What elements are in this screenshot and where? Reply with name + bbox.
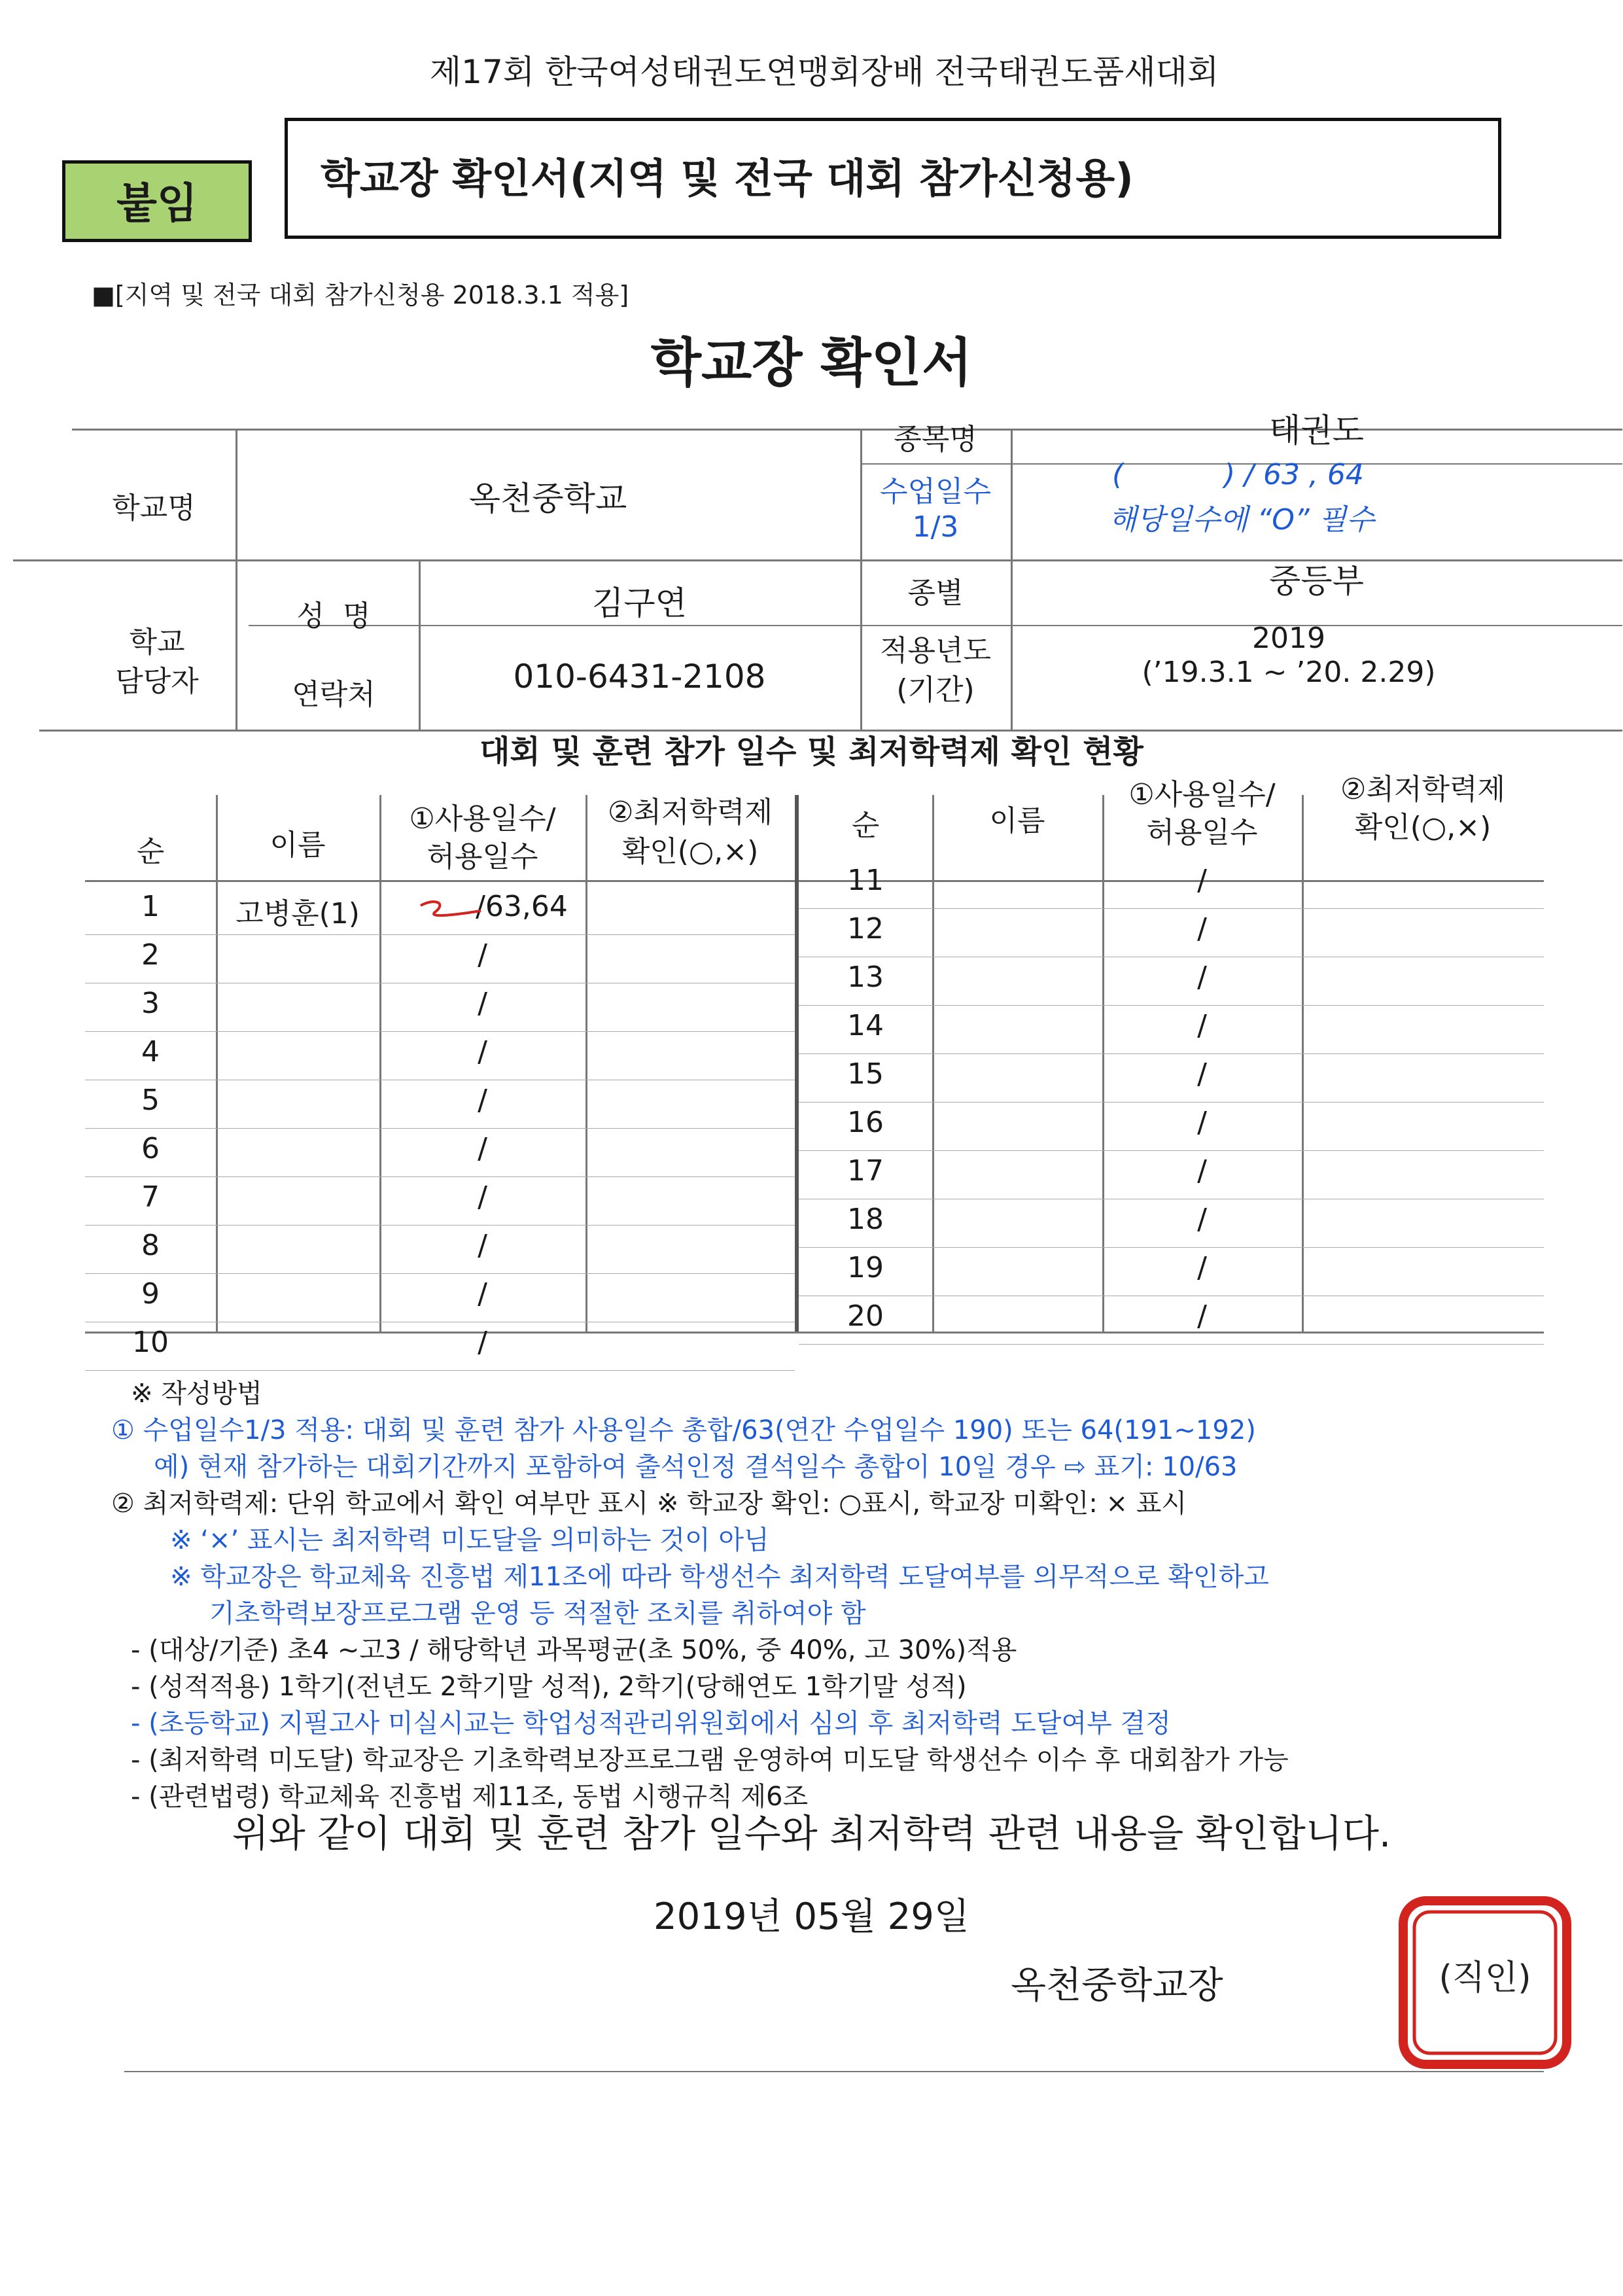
row-number: 11 [847,864,884,897]
row-separator [85,1031,795,1032]
instructions-heading: ※ 작성방법 [131,1379,262,1409]
row-separator [799,1102,1544,1103]
event-value: 태권도 [1269,412,1364,450]
row-days: / [1197,961,1207,994]
table-title: 대회 및 훈련 참가 일수 및 최저학력제 확인 현황 [480,733,1143,770]
header-no-left: 순 [136,835,165,868]
division-value: 중등부 [1269,562,1364,600]
row-number: 6 [141,1132,160,1165]
row-separator [799,908,1544,909]
row-separator [85,1370,795,1371]
row-separator [799,1150,1544,1151]
instruction-line: - (성적적용) 1학기(전년도 2학기말 성적), 2학기(당해연도 1학기말 성적) [131,1672,967,1702]
row-number: 10 [132,1326,169,1359]
row-days: / [478,1132,487,1165]
instruction-line: 기초학력보장프로그램 운영 등 적절한 조치를 취하여야 함 [209,1598,866,1629]
instruction-line: ※ 학교장은 학교체육 진흥법 제11조에 따라 학생선수 최저학력 도달여부를 의무적으로 확인하고 [170,1562,1269,1592]
event-subtitle: 제17회 한국여성태권도연맹회장배 전국태권도품새대회 [429,53,1219,91]
signature-date: 2019년 05월 29일 [654,1896,969,1938]
row-days: / [1197,912,1207,945]
table-col-d [932,795,934,1332]
row-number: 13 [847,961,884,994]
principal-title: 옥천중학교장 [1011,1964,1223,2007]
header-check-left-2: 확인(○,×) [621,835,759,868]
row-days: / [1197,1106,1207,1139]
seal-label: (직인) [1439,1958,1531,1998]
row-separator [799,1344,1544,1345]
header-days-left-2: 허용일수 [427,840,538,874]
row-days: / [478,1180,487,1214]
table-col-a [216,795,218,1332]
row-separator [85,1176,795,1177]
instruction-line: - (최저학력 미도달) 학교장은 기초학력보장프로그램 운영하여 미도달 학생선수 이수 후 대회참가 가능 [131,1745,1289,1775]
header-check-right-2: 확인(○,×) [1354,811,1492,844]
row-number: 2 [141,938,160,972]
row-days: / [478,1277,487,1311]
row-number: 14 [847,1009,884,1042]
row-days: / [1197,1299,1207,1333]
table-col-c [585,795,587,1332]
row-separator [85,1128,795,1129]
row-number: 4 [141,1035,160,1069]
name-label: 성 명 [296,599,371,633]
row-number: 5 [141,1084,160,1117]
header-check-right-1: ②최저학력제 [1340,773,1505,806]
instruction-line: ② 최저학력제: 단위 학교에서 확인 여부만 표시 ※ 학교장 확인: ○표시, 학교장 미확인: × 표시 [111,1489,1187,1519]
row-days: / [1197,1154,1207,1188]
row-separator [85,1225,795,1226]
row-name: 고병훈(1) [236,897,360,930]
row-days: / [478,1035,487,1069]
row-number: 20 [847,1299,884,1333]
instruction-line: - (관련법령) 학교체육 진흥법 제11조, 동법 시행규칙 제6조 [131,1782,809,1812]
row-number: 19 [847,1251,884,1284]
row-number: 18 [847,1203,884,1236]
instruction-line: - (초등학교) 지필고사 미실시교는 학업성적관리위원회에서 심의 후 최저학력 도달여부 결정 [131,1708,1171,1739]
header-name-left: 이름 [270,828,326,862]
footer-line [124,2071,1544,2072]
header-no-right: 순 [851,809,880,842]
table-col-f [1302,795,1304,1332]
row-days: /63,64 [476,890,568,923]
row-number: 17 [847,1154,884,1188]
staff-label-1: 학교 [129,626,185,659]
document-title: 학교장 확인서 [650,332,973,393]
row-days: / [1197,1203,1207,1236]
row-number: 15 [847,1057,884,1091]
attachment-badge: 붙임 [62,160,252,242]
class-days-fraction: 1/3 [912,510,959,544]
year-range: (’19.3.1 ~ ’20. 2.29) [1142,656,1436,689]
year-period: (기간) [896,673,975,707]
row-number: 9 [141,1277,160,1311]
row-number: 1 [141,890,160,923]
instruction-line: ① 수업일수1/3 적용: 대회 및 훈련 참가 사용일수 총합/63(연간 수업일수 190) 또는 64(191~192) [111,1415,1256,1445]
official-seal [1387,1884,1583,2081]
row-number: 7 [141,1180,160,1214]
header-days-right-1: ①사용일수/ [1128,778,1276,811]
row-days: / [478,1084,487,1117]
division-label: 종별 [907,576,964,610]
instruction-line: ※ ‘×’ 표시는 최저학력 미도달을 의미하는 것이 아님 [170,1525,769,1555]
row-separator [85,1273,795,1274]
school-label: 학교명 [112,491,196,525]
applicability-note: ■[지역 및 전국 대회 참가신청용 2018.3.1 적용] [92,281,629,309]
header-days-right-2: 허용일수 [1146,816,1258,849]
row-days: / [1197,864,1207,897]
name-value: 김구연 [592,584,687,622]
instruction-line: - (대상/기준) 초4 ~고3 / 해당학년 과목평균(초 50%, 중 40%, 고 30%)적용 [131,1635,1017,1665]
row-days: / [1197,1057,1207,1091]
row-number: 8 [141,1229,160,1262]
row-separator [799,1053,1544,1054]
year-value: 2019 [1252,622,1325,655]
staff-label-2: 담당자 [115,665,199,698]
row-separator [85,934,795,935]
class-days-note: 해당일수에 “O” 필수 [1109,503,1374,537]
row-days: / [478,1229,487,1262]
row-days: / [478,938,487,972]
confirmation-statement: 위와 같이 대회 및 훈련 참가 일수와 최저학력 관련 내용을 확인합니다. [232,1811,1391,1856]
row-days: / [478,987,487,1020]
row-number: 16 [847,1106,884,1139]
year-label: 적용년도 [879,634,991,667]
contact-value: 010-6431-2108 [513,658,766,696]
event-label: 종목명 [894,423,977,456]
header-name-right: 이름 [989,804,1045,838]
school-value: 옥천중학교 [468,480,627,518]
row-separator [799,1247,1544,1248]
row-separator [799,1005,1544,1006]
form-title: 학교장 확인서(지역 및 전국 대회 참가신청용) [285,118,1501,239]
handwritten-mark [415,896,487,923]
row-days: / [1197,1009,1207,1042]
header-days-left-1: ①사용일수/ [409,802,556,836]
row-days: / [1197,1251,1207,1284]
row-number: 12 [847,912,884,945]
instruction-line: 예) 현재 참가하는 대회기간까지 포함하여 출석인정 결석일수 총합이 10일 경우 ⇨ 표기: 10/63 [154,1452,1238,1482]
header-check-left-1: ②최저학력제 [608,796,773,829]
contact-label: 연락처 [292,678,375,711]
class-days-value: ( ) / 63 , 64 [1112,458,1364,491]
row-number: 3 [141,987,160,1020]
row-days: / [478,1326,487,1359]
class-days-label: 수업일수 [879,475,991,508]
